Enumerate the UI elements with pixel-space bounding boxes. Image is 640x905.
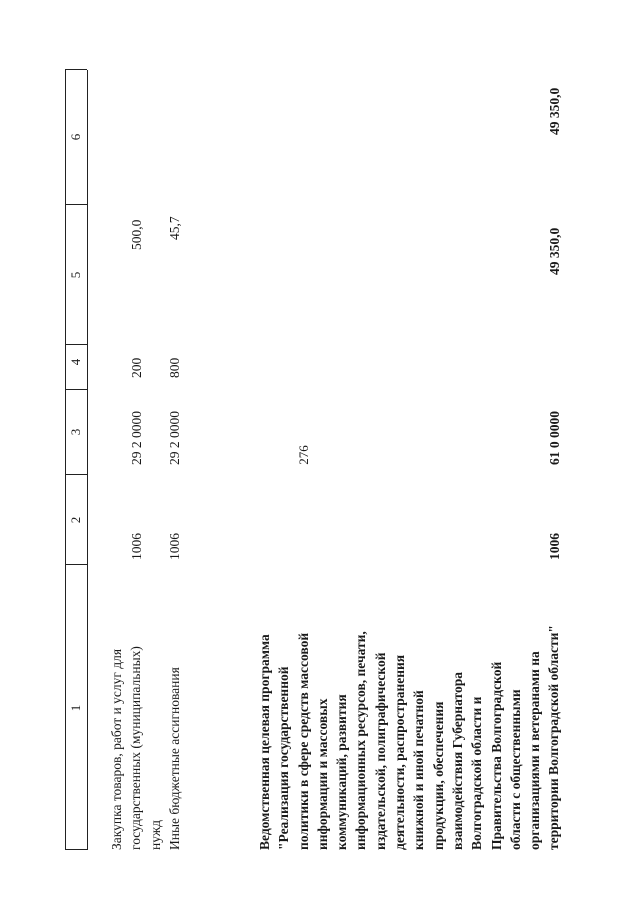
column-header-6: 6 — [68, 133, 83, 141]
table-row — [255, 520, 564, 850]
row-label-line: книжной и иной печатной — [411, 690, 427, 850]
row-value-5: 500,0 — [129, 219, 144, 250]
row-value-5: 49 350,0 — [547, 227, 562, 275]
row-code: 1006 — [129, 533, 144, 560]
row-label-line: коммуникаций, развития — [334, 694, 350, 850]
row-label-line: Волгоградской области и — [469, 696, 485, 850]
row-label-line: деятельности, распространения — [392, 654, 408, 850]
column-divider — [65, 204, 87, 205]
row-target-article: 29 2 0000 — [167, 411, 182, 465]
row-label-line: "Реализация государственной — [276, 666, 292, 850]
column-divider — [65, 389, 87, 390]
column-header-1: 1 — [68, 704, 83, 712]
row-expense-type: 800 — [167, 357, 182, 378]
table-row — [107, 520, 165, 850]
row-label-line: нужд — [147, 820, 163, 850]
page-number: 276 — [296, 445, 311, 465]
row-label-line: организациями и ветеранами на — [527, 651, 543, 850]
row-label-line: политики в сфере средств массовой — [295, 632, 311, 850]
row-label-line: Иные бюджетные ассигнования — [167, 667, 182, 850]
row-code: 1006 — [547, 533, 562, 560]
budget-table — [65, 15, 565, 850]
row-label-line: продукции, обеспечения — [430, 701, 446, 850]
row-label-line: Закупка товаров, работ и услуг для — [109, 648, 124, 850]
row-target-article: 61 0 0000 — [547, 411, 562, 465]
row-label-line: территории Волгоградской области" — [546, 625, 562, 850]
row-label-line: государственных (муниципальных) — [128, 646, 144, 850]
row-label-line: Правительства Волгоградской — [488, 661, 504, 850]
column-divider — [65, 474, 87, 475]
row-value-5: 45,7 — [167, 216, 182, 240]
row-label-line: взаимодействия Губернатора — [449, 672, 465, 850]
column-divider — [65, 69, 87, 70]
column-header-3: 3 — [68, 428, 83, 436]
column-divider — [65, 849, 87, 850]
column-divider — [65, 344, 87, 345]
column-divider — [65, 564, 87, 565]
column-header-2: 2 — [68, 516, 83, 524]
column-header-5: 5 — [68, 271, 83, 279]
row-label-line: издательской, полиграфической — [372, 652, 388, 850]
row-label-line: информационных ресурсов, печати, — [353, 631, 369, 850]
row-label-line: области с общественными — [507, 689, 523, 850]
column-header-4: 4 — [68, 358, 83, 366]
row-value-6: 49 350,0 — [547, 87, 562, 135]
row-expense-type: 200 — [129, 357, 144, 378]
table-top-border — [65, 70, 66, 850]
row-code: 1006 — [167, 533, 182, 560]
header-bottom-border — [87, 70, 88, 850]
row-label-line: информации и массовых — [314, 698, 330, 850]
row-target-article: 29 2 0000 — [129, 411, 144, 465]
row-label-line: Ведомственная целевая программа — [257, 634, 272, 850]
table-row — [165, 520, 184, 850]
